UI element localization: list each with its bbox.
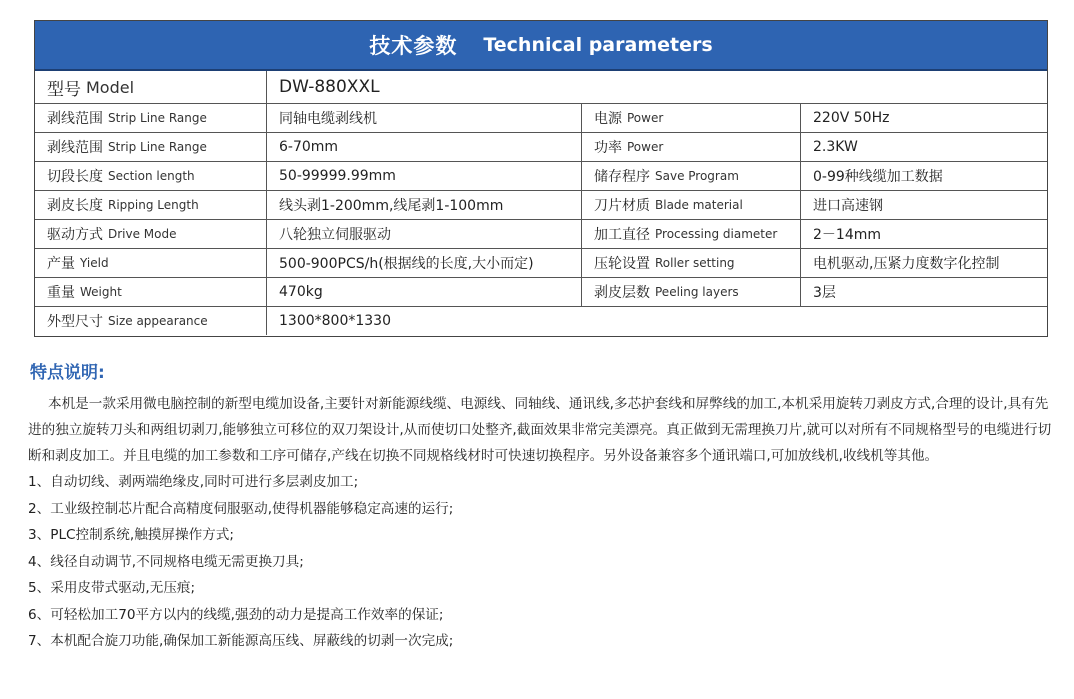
spec-right-label-en: Processing diameter xyxy=(655,227,778,241)
spec-right-label-cell xyxy=(582,162,801,190)
spec-left-label-cn: 剥皮长度 xyxy=(47,198,103,214)
spec-left-label-en: Weight xyxy=(80,285,122,299)
table-title-bar xyxy=(35,21,1047,71)
spec-left-label-cn: 产量 xyxy=(47,256,75,272)
spec-left-label-cell xyxy=(35,249,267,277)
spec-left-label-en: Yield xyxy=(80,256,109,270)
spec-left-label-cell xyxy=(35,104,267,132)
spec-right-label-cn: 剥皮层数 xyxy=(594,285,650,301)
model-label-cell xyxy=(35,71,267,103)
spec-right-label-en: Power xyxy=(627,140,664,154)
spec-left-value-cell xyxy=(267,249,582,277)
feature-item: 7、本机配合旋刀功能,确保加工新能源高压线、屏蔽线的切剥一次完成; xyxy=(28,633,454,649)
spec-right-label-cell xyxy=(582,220,801,248)
feature-item: 1、自动切线、剥两端绝缘皮,同时可进行多层剥皮加工; xyxy=(28,474,359,490)
features-paragraph: 本机是一款采用微电脑控制的新型电缆加设备,主要针对新能源线缆、电源线、同轴线、通讯线,多芯护套线和屏弊线的加工,本机采用旋转刀剥皮方式,合理的设计,具有先进的独立旋转刀头和两组切剥刀,能够独立可移位的双刀架设计,从而使切口处整齐,截面效果非常完美漂亮。真正做到无需理换刀片,就可以对所有不同规格型号的电缆进行切断和剥皮加工。并且电缆的加工参数和工序可储存,产线在切换不同规格线材时可快速切换程序。另外设备兼容多个通讯端口,可加放线机,收线机等其他。 xyxy=(28,396,1052,464)
size-label-cell xyxy=(35,307,267,335)
spec-right-label-en: Blade material xyxy=(655,198,743,212)
spec-left-value-cell xyxy=(267,220,582,248)
spec-left-label-en: Strip Line Range xyxy=(108,111,207,125)
table-title-en: Technical parameters xyxy=(483,34,713,56)
spec-right-value-cell xyxy=(801,133,1047,161)
spec-right-label-cn: 刀片材质 xyxy=(594,198,650,214)
spec-row xyxy=(35,190,1047,219)
spec-row xyxy=(35,161,1047,190)
model-value-cell xyxy=(267,71,1047,103)
feature-item: 5、采用皮带式驱动,无压痕; xyxy=(28,580,196,596)
spec-right-value-cell xyxy=(801,162,1047,190)
spec-left-label-cn: 驱动方式 xyxy=(47,227,103,243)
spec-left-label-cell xyxy=(35,162,267,190)
size-row xyxy=(35,306,1047,335)
spec-left-label-en: Strip Line Range xyxy=(108,140,207,154)
table-title-cn: 技术参数 xyxy=(369,34,458,58)
spec-left-value: 500-900PCS/h(根据线的长度,大小而定) xyxy=(279,256,534,272)
spec-left-value-cell xyxy=(267,133,582,161)
model-label-en: Model xyxy=(86,77,135,97)
spec-left-label-en: Ripping Length xyxy=(108,198,199,212)
spec-left-value: 470kg xyxy=(279,284,323,300)
spec-right-value-cell xyxy=(801,191,1047,219)
model-row xyxy=(35,71,1047,103)
model-value: DW-880XXL xyxy=(279,77,380,97)
size-value-cell xyxy=(267,307,1047,335)
spec-right-label-en: Roller setting xyxy=(655,256,735,270)
spec-right-label-cn: 压轮设置 xyxy=(594,256,650,272)
spec-left-value-cell xyxy=(267,191,582,219)
spec-left-label-en: Section length xyxy=(108,169,195,183)
spec-right-value: 进口高速钢 xyxy=(813,198,883,214)
spec-left-value: 6-70mm xyxy=(279,139,339,155)
feature-item: 3、PLC控制系统,触摸屏操作方式; xyxy=(28,527,234,543)
spec-right-label-cell xyxy=(582,191,801,219)
feature-item: 2、工业级控制芯片配合高精度伺服驱动,使得机器能够稳定高速的运行; xyxy=(28,500,454,517)
spec-left-value-cell xyxy=(267,278,582,306)
feature-item: 6、可轻松加工70平方以内的线缆,强劲的动力是提高工作效率的保证; xyxy=(28,606,444,623)
spec-left-label-en: Drive Mode xyxy=(108,227,177,241)
spec-right-value-cell xyxy=(801,249,1047,277)
spec-right-value: 电机驱动,压紧力度数字化控制 xyxy=(813,256,1000,272)
spec-right-value: 220V 50Hz xyxy=(813,110,890,126)
features-title: 特点说明: xyxy=(30,363,105,383)
spec-row xyxy=(35,277,1047,306)
spec-right-label-en: Peeling layers xyxy=(655,285,739,299)
spec-left-label-cell xyxy=(35,220,267,248)
spec-left-value: 同轴电缆剥线机 xyxy=(279,111,377,127)
feature-item: 4、线径自动调节,不同规格电缆无需更换刀具; xyxy=(28,553,304,570)
size-label-en: Size appearance xyxy=(108,314,208,328)
spec-left-value-cell xyxy=(267,162,582,190)
spec-right-label-cell xyxy=(582,278,801,306)
size-label-cn: 外型尺寸 xyxy=(47,314,103,330)
spec-right-label-en: Save Program xyxy=(655,169,739,183)
spec-row xyxy=(35,103,1047,132)
size-value: 1300*800*1330 xyxy=(279,313,391,329)
spec-row xyxy=(35,132,1047,161)
model-label-cn: 型号 xyxy=(47,79,81,100)
spec-right-label-en: Power xyxy=(627,111,664,125)
spec-right-label-cn: 储存程序 xyxy=(594,169,650,185)
spec-left-value-cell xyxy=(267,104,582,132)
spec-right-label-cell xyxy=(582,249,801,277)
spec-row xyxy=(35,248,1047,277)
spec-left-label-cn: 重量 xyxy=(47,285,75,301)
features-section xyxy=(28,358,1058,655)
spec-right-label-cn: 功率 xyxy=(594,140,622,156)
spec-left-label-cell xyxy=(35,191,267,219)
spec-right-label-cell xyxy=(582,104,801,132)
spec-right-value-cell xyxy=(801,220,1047,248)
spec-rows xyxy=(35,103,1047,306)
spec-right-value: 2－14mm xyxy=(813,227,881,243)
spec-right-value-cell xyxy=(801,278,1047,306)
spec-right-label-cell xyxy=(582,133,801,161)
spec-left-value: 线头剥1-200mm,线尾剥1-100mm xyxy=(279,198,504,214)
spec-left-label-cn: 剥线范围 xyxy=(47,111,103,127)
spec-right-value: 2.3KW xyxy=(813,139,858,155)
spec-row xyxy=(35,219,1047,248)
spec-right-value: 3层 xyxy=(813,285,836,301)
spec-left-value: 50-99999.99mm xyxy=(279,168,396,184)
spec-left-value: 八轮独立伺服驱动 xyxy=(279,227,391,243)
spec-right-label-cn: 加工直径 xyxy=(594,227,650,243)
spec-right-value: 0-99种线缆加工数据 xyxy=(813,169,943,185)
spec-table xyxy=(34,20,1048,337)
spec-left-label-cn: 切段长度 xyxy=(47,169,103,185)
spec-left-label-cell xyxy=(35,133,267,161)
spec-left-label-cell xyxy=(35,278,267,306)
spec-right-label-cn: 电源 xyxy=(594,111,622,127)
spec-left-label-cn: 剥线范围 xyxy=(47,140,103,156)
spec-right-value-cell xyxy=(801,104,1047,132)
features-list xyxy=(28,469,1058,655)
